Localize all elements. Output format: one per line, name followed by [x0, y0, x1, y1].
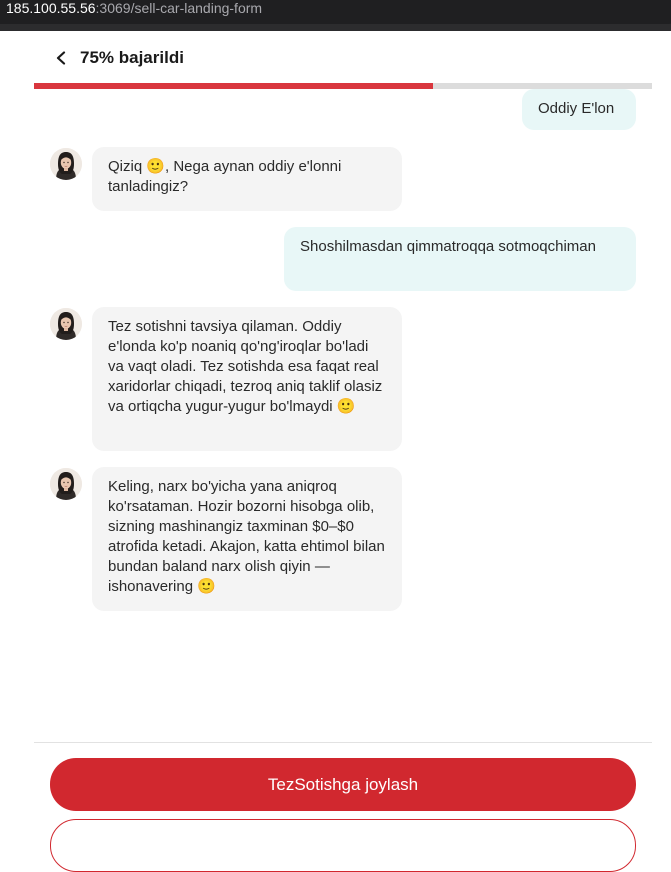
- woman-portrait-icon: [50, 308, 82, 340]
- assistant-avatar: [50, 308, 82, 340]
- message-text: Qiziq 🙂, Nega aynan oddiy e'lonni tanladingiz?: [108, 158, 342, 195]
- url-text: [6, 0, 262, 16]
- url-field[interactable]: [0, 0, 671, 24]
- assistant-avatar: [50, 468, 82, 500]
- button-label: TezSotishga joylash: [267, 774, 419, 794]
- user-message: [522, 89, 636, 130]
- url-path: :3069/sell-car-landing-form: [95, 0, 263, 16]
- assistant-message: [92, 147, 402, 211]
- message-text: Shoshilmasdan qimmatroqqa sotmoqchiman: [300, 238, 596, 255]
- progress-header: [34, 31, 652, 83]
- assistant-message: [92, 307, 402, 451]
- assistant-message: [92, 467, 402, 611]
- post-to-quick-sale-button[interactable]: [50, 758, 636, 811]
- woman-portrait-icon: [50, 148, 82, 180]
- url-host: 185.100.55.56: [6, 0, 96, 16]
- secondary-action-button[interactable]: [50, 819, 636, 872]
- sell-car-chat-form: [34, 31, 652, 834]
- chevron-left-icon: [55, 51, 67, 65]
- assistant-avatar: [50, 148, 82, 180]
- woman-portrait-icon: [50, 468, 82, 500]
- back-button[interactable]: [52, 48, 70, 68]
- message-text: Tez sotishni tavsiya qilaman. Oddiy e'londa ko'p noaniq qo'ng'iroqlar bo'ladi va vaqt oladi. Tez sotishda esa faqat real xaridorlar chiqadi, tezroq aniq taklif olasiz va ortiqcha yugur-yugur bo'lmaydi 🙂: [108, 318, 383, 415]
- message-text: Oddiy E'lon: [538, 100, 615, 117]
- chat-messages: [34, 89, 652, 741]
- message-text: Keling, narx bo'yicha yana aniqroq ko'rsataman. Hozir bozorni hisobga olib, sizning mashinangiz taxminan $0–$0 atrofida ketadi. Akajon, katta ehtimol bilan bundan baland narx olish qiyin — ishonavering 🙂: [108, 478, 385, 595]
- user-message: [284, 227, 636, 291]
- browser-address-bar: [0, 0, 671, 31]
- progress-label: 75% bajarildi: [80, 48, 184, 67]
- footer-divider: [34, 742, 652, 743]
